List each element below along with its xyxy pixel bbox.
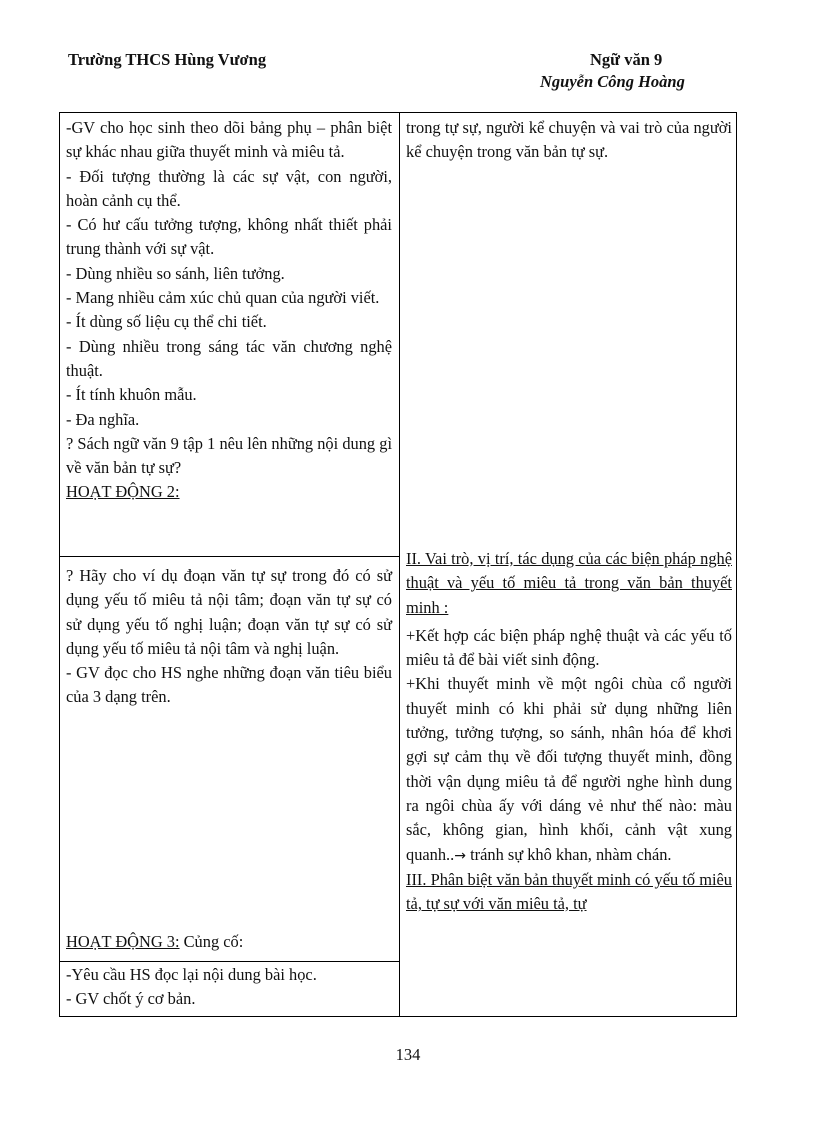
- column-divider: [399, 113, 400, 1016]
- activity-3-heading-row: [66, 930, 392, 954]
- left-text-line: - Ít tính khuôn mẫu.: [66, 385, 197, 405]
- right-section-2: [406, 547, 732, 916]
- activity-3-heading: HOẠT ĐỘNG 3:: [66, 932, 180, 951]
- left-block-1: [66, 116, 392, 505]
- teacher-name: Nguyễn Công Hoàng: [540, 72, 685, 91]
- section-2-text: +Khi thuyết minh về một ngôi chùa cổ người thuyết minh có khi phải sử dụng những liên tưởng, tưởng tượng, so sánh, nhân hóa để khơi gợi sự cảm thụ về đối tượng thuyết minh, đồng thời vận dụng miêu tả để người nghe hình dung ra ngôi chùa ấy với dáng vẻ như thế nào: màu sắc, không gian, hình khối, cảnh vật xung quanh..: [406, 674, 732, 864]
- row-divider-activity3: [60, 961, 399, 962]
- left-text-line: - GV chốt ý cơ bản.: [66, 989, 196, 1009]
- section-2-text-end: tránh sự khô khan, nhàm chán.: [466, 844, 672, 864]
- left-text-line: ? Hãy cho ví dụ đoạn văn tự sự trong đó có sử dụng yếu tố miêu tả nội tâm; đoạn văn tự sự có sử dụng yếu tố nghị luận; đoạn văn tự sự có sử dụng yếu tố miêu tả nội tâm và nghị luận.: [66, 566, 392, 658]
- lesson-table: [59, 112, 737, 1017]
- subject-title: Ngữ văn 9: [590, 50, 663, 69]
- section-3-heading: III. Phân biệt văn bản thuyết minh có yếu tố miêu tả, tự sự với văn miêu tả, tự: [406, 869, 732, 914]
- school-name: Trường THCS Hùng Vương: [68, 50, 267, 69]
- left-text-line: -Yêu cầu HS đọc lại nội dung bài học.: [66, 965, 317, 984]
- left-text-line: - Ít dùng số liệu cụ thể chi tiết.: [66, 312, 267, 332]
- arrow-right-icon: →: [454, 847, 466, 864]
- left-text-line: - Đa nghĩa.: [66, 409, 140, 429]
- section-2-heading: II. Vai trò, vị trí, tác dụng của các biện pháp nghệ thuật và yếu tố miêu tả trong văn bản thuyết minh :: [406, 549, 732, 617]
- left-text-line: - GV đọc cho HS nghe những đoạn văn tiêu biểu của 3 dạng trên.: [66, 663, 392, 707]
- activity-3-suffix: Củng cố:: [179, 932, 244, 951]
- left-text-line: - Dùng nhiều trong sáng tác văn chương nghệ thuật.: [66, 336, 392, 380]
- section-2-paragraph-1: +Kết hợp các biện pháp nghệ thuật và các yếu tố miêu tả để bài viết sinh động.: [406, 625, 732, 670]
- left-text-line: - Mang nhiều cảm xúc chủ quan của người viết.: [66, 288, 380, 308]
- row-divider-activity2: [60, 556, 399, 557]
- left-text-line: - Đối tượng thường là các sự vật, con người, hoàn cảnh cụ thể.: [66, 166, 392, 210]
- page-number: 134: [395, 1045, 421, 1064]
- left-text-line: -GV cho học sinh theo dõi bảng phụ – phân biệt sự khác nhau giữa thuyết minh và miêu tả.: [66, 118, 392, 162]
- left-text-line: - Dùng nhiều so sánh, liên tưởng.: [66, 263, 285, 283]
- section-2-paragraph-2: [406, 672, 732, 867]
- left-block-2: [66, 564, 392, 710]
- left-text-line: - Có hư cấu tưởng tượng, không nhất thiết phải trung thành với sự vật.: [66, 215, 392, 259]
- activity-2-heading: HOẠT ĐỘNG 2:: [66, 482, 180, 502]
- right-intro-text: trong tự sự, người kể chuyện và vai trò của người kể chuyện trong văn bản tự sự.: [406, 118, 732, 162]
- left-block-3: [66, 963, 392, 1012]
- right-intro: [406, 116, 732, 165]
- left-text-line: ? Sách ngữ văn 9 tập 1 nêu lên những nội dung gì về văn bản tự sự?: [66, 433, 392, 478]
